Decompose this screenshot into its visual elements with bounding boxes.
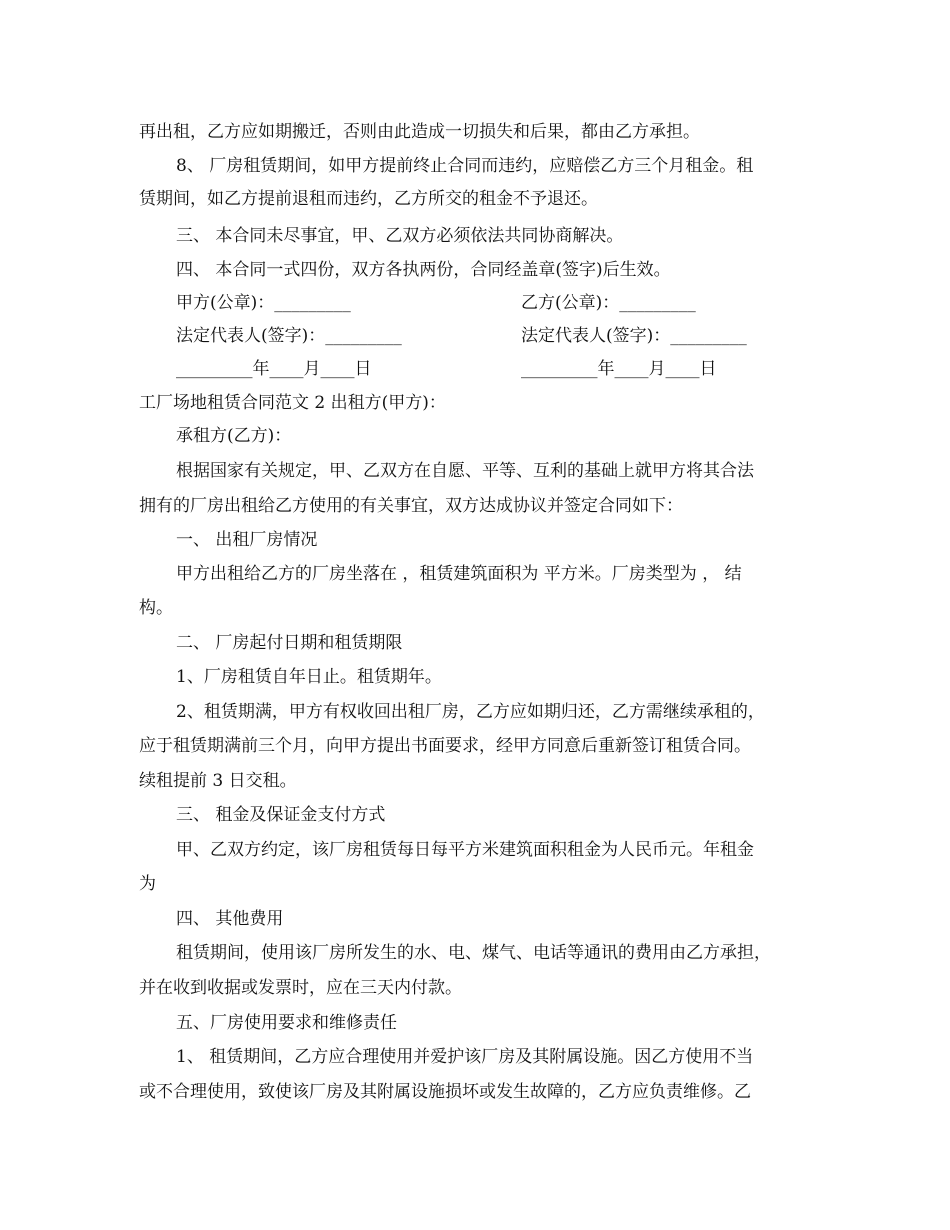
paragraph-line: 拥有的厂房出租给乙方使用的有关事宜，双方达成协议并签定合同如下： bbox=[139, 496, 683, 516]
legal-rep-a: 法定代表人(签字)：_________ bbox=[176, 326, 402, 346]
paragraph-line: 2、租赁期满，甲方有权收回出租厂房，乙方应如期归还，乙方需继续承租的， bbox=[176, 702, 765, 722]
paragraph-line: 根据国家有关规定，甲、乙双方在自愿、平等、互利的基础上就甲方将其合法 bbox=[176, 461, 754, 481]
section-heading: 三、 租金及保证金支付方式 bbox=[176, 805, 386, 825]
section-heading: 一、 出租厂房情况 bbox=[176, 530, 318, 550]
paragraph-line: 为 bbox=[139, 874, 156, 894]
section-heading: 五、厂房使用要求和维修责任 bbox=[176, 1013, 397, 1033]
paragraph-line: 1、厂房租赁自年日止。租赁期年。 bbox=[176, 667, 442, 687]
paragraph-line: 并在收到收据或发票时，应在三天内付款。 bbox=[139, 978, 462, 998]
party-b-seal: 乙方(公章)：_________ bbox=[521, 293, 696, 313]
paragraph-line: 甲方出租给乙方的厂房坐落在 ，租赁建筑面积为 平方米。厂房类型为 ， 结 bbox=[176, 564, 742, 584]
paragraph-line: 构。 bbox=[139, 598, 173, 618]
paragraph-line: 再出租，乙方应如期搬迁，否则由此造成一切损失和后果，都由乙方承担。 bbox=[139, 122, 700, 142]
paragraph-line: 甲、乙双方约定，该厂房租赁每日每平方米建筑面积租金为人民币元。年租金 bbox=[176, 840, 754, 860]
clause-4: 四、 本合同一式四份，双方各执两份，合同经盖章(签字)后生效。 bbox=[176, 260, 671, 280]
contract-title-line: 工厂场地租赁合同范文 2 出租方(甲方)： bbox=[139, 393, 446, 413]
date-b: _________年____月____日 bbox=[521, 359, 717, 379]
legal-rep-b: 法定代表人(签字)：_________ bbox=[521, 326, 747, 346]
paragraph-line: 应于租赁期满前三个月，向甲方提出书面要求，经甲方同意后重新签订租赁合同。 bbox=[139, 736, 751, 756]
clause-8: 8、 厂房租赁期间，如甲方提前终止合同而违约，应赔偿乙方三个月租金。租 bbox=[176, 156, 754, 176]
section-heading: 二、 厂房起付日期和租赁期限 bbox=[176, 633, 403, 653]
paragraph-line: 1、 租赁期间，乙方应合理使用并爱护该厂房及其附属设施。因乙方使用不当 bbox=[176, 1047, 754, 1067]
paragraph-line: 续租提前 3 日交租。 bbox=[139, 771, 297, 791]
paragraph-line: 赁期间，如乙方提前退租而违约，乙方所交的租金不予退还。 bbox=[139, 189, 598, 209]
clause-3: 三、 本合同未尽事宜，甲、乙双方必须依法共同协商解决。 bbox=[176, 226, 624, 246]
party-a-seal: 甲方(公章)：_________ bbox=[176, 293, 351, 313]
section-heading: 四、 其他费用 bbox=[176, 909, 284, 929]
lessee-line: 承租方(乙方)： bbox=[176, 426, 292, 446]
date-a: _________年____月____日 bbox=[176, 359, 372, 379]
paragraph-line: 或不合理使用，致使该厂房及其附属设施损坏或发生故障的，乙方应负责维修。乙 bbox=[139, 1082, 751, 1102]
paragraph-line: 租赁期间，使用该厂房所发生的水、电、煤气、电话等通讯的费用由乙方承担， bbox=[176, 943, 771, 963]
